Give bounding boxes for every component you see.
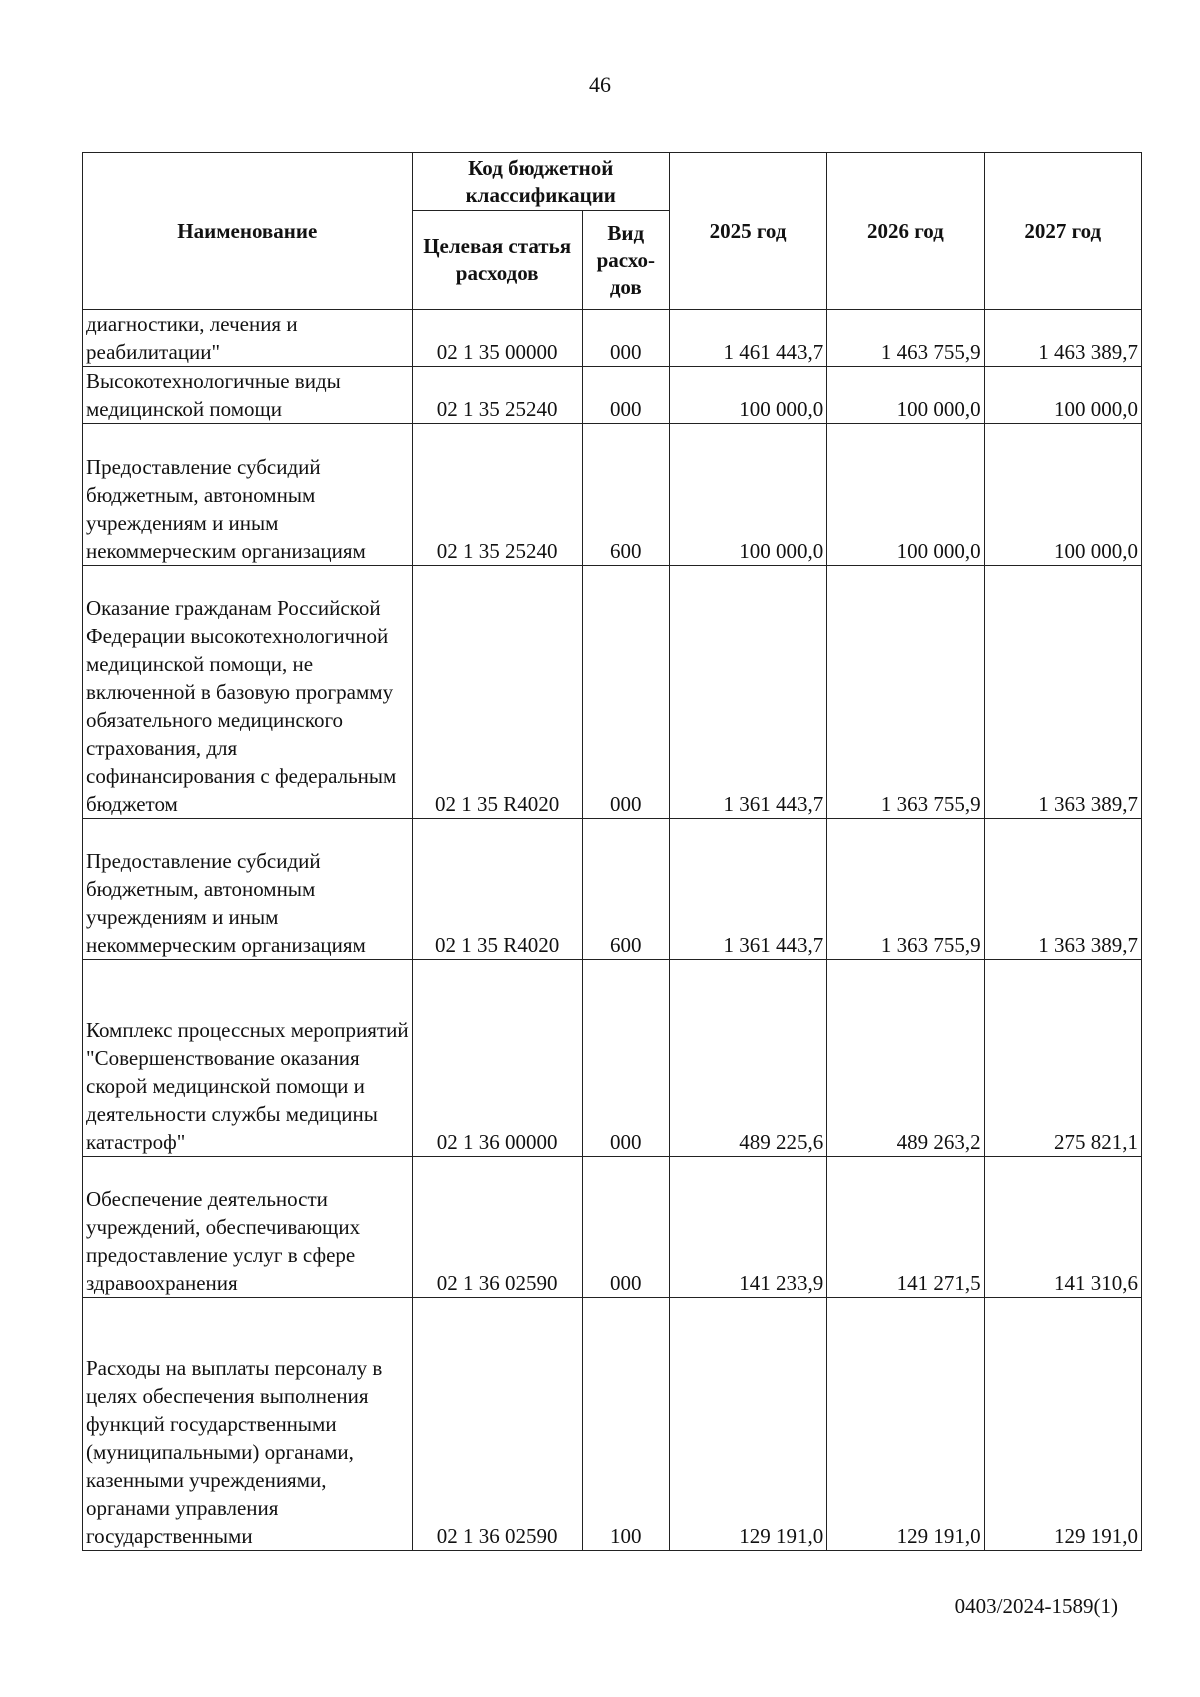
- row-2026: 100 000,0: [827, 367, 984, 424]
- row-name: Комплекс процессных мероприятий "Совершенствование оказания скорой медицинской помощи и деятельности службы медицины катастроф": [83, 960, 413, 1157]
- row-name: Обеспечение деятельности учреждений, обеспечивающих предоставление услуг в сфере здравоохранения: [83, 1157, 413, 1298]
- row-2027: 100 000,0: [984, 424, 1141, 566]
- row-2027: 100 000,0: [984, 367, 1141, 424]
- row-name: Предоставление субсидий бюджетным, автономным учреждениям и иным некоммерческим организациям: [83, 819, 413, 960]
- row-2025: 129 191,0: [669, 1298, 826, 1551]
- table-row: [83, 1298, 1142, 1551]
- row-code: 02 1 36 02590: [412, 1157, 582, 1298]
- row-2025: 1 461 443,7: [669, 310, 826, 367]
- table-row: [83, 566, 1142, 819]
- row-2025: 100 000,0: [669, 367, 826, 424]
- table-row: [83, 310, 1142, 367]
- row-2025: 100 000,0: [669, 424, 826, 566]
- row-2026: 1 463 755,9: [827, 310, 984, 367]
- row-kind: 600: [582, 819, 669, 960]
- row-kind: 000: [582, 960, 669, 1157]
- row-code: 02 1 36 00000: [412, 960, 582, 1157]
- row-2026: 141 271,5: [827, 1157, 984, 1298]
- row-2026: 1 363 755,9: [827, 566, 984, 819]
- row-2025: 1 361 443,7: [669, 819, 826, 960]
- row-2027: 275 821,1: [984, 960, 1141, 1157]
- row-kind: 000: [582, 367, 669, 424]
- table-body: [83, 310, 1142, 1551]
- page-number: 46: [589, 72, 611, 97]
- row-2025: 489 225,6: [669, 960, 826, 1157]
- row-code: 02 1 35 25240: [412, 367, 582, 424]
- row-name: диагностики, лечения и реабилитации": [83, 310, 413, 367]
- row-2026: 1 363 755,9: [827, 819, 984, 960]
- row-2027: 141 310,6: [984, 1157, 1141, 1298]
- header-target-article: Целевая статья расходов: [412, 211, 582, 310]
- row-name: Предоставление субсидий бюджетным, автономным учреждениям и иным некоммерческим организациям: [83, 424, 413, 566]
- header-name: Наименование: [83, 153, 413, 310]
- row-2027: 129 191,0: [984, 1298, 1141, 1551]
- row-2026: 129 191,0: [827, 1298, 984, 1551]
- row-kind: 600: [582, 424, 669, 566]
- table-row: [83, 367, 1142, 424]
- table-row: [83, 424, 1142, 566]
- header-expense-kind: Вид расхо-дов: [582, 211, 669, 310]
- budget-table: [82, 152, 1142, 1551]
- row-2027: 1 363 389,7: [984, 819, 1141, 960]
- row-kind: 000: [582, 1157, 669, 1298]
- row-name: Высокотехнологичные виды медицинской помощи: [83, 367, 413, 424]
- row-code: 02 1 35 R4020: [412, 566, 582, 819]
- header-code-group: Код бюджетной классификации: [412, 153, 669, 211]
- header-2027: 2027 год: [984, 153, 1141, 310]
- document-reference: 0403/2024-1589(1): [954, 1594, 1118, 1618]
- header-2025: 2025 год: [669, 153, 826, 310]
- row-2025: 1 361 443,7: [669, 566, 826, 819]
- row-code: 02 1 36 02590: [412, 1298, 582, 1551]
- table-row: [83, 960, 1142, 1157]
- table-header: [83, 153, 1142, 310]
- row-name: Расходы на выплаты персоналу в целях обеспечения выполнения функций государственными (муниципальными) органами, казенными учреждениями, органами управления государственными: [83, 1298, 413, 1551]
- row-2027: 1 363 389,7: [984, 566, 1141, 819]
- row-code: 02 1 35 25240: [412, 424, 582, 566]
- row-kind: 100: [582, 1298, 669, 1551]
- row-name: Оказание гражданам Российской Федерации высокотехнологичной медицинской помощи, не включенной в базовую программу обязательного медицинского страхования, для софинансирования с федеральным бюджетом: [83, 566, 413, 819]
- table-row: [83, 819, 1142, 960]
- row-code: 02 1 35 R4020: [412, 819, 582, 960]
- row-2027: 1 463 389,7: [984, 310, 1141, 367]
- row-kind: 000: [582, 566, 669, 819]
- table-row: [83, 1157, 1142, 1298]
- row-2026: 489 263,2: [827, 960, 984, 1157]
- row-2026: 100 000,0: [827, 424, 984, 566]
- row-2025: 141 233,9: [669, 1157, 826, 1298]
- row-code: 02 1 35 00000: [412, 310, 582, 367]
- header-2026: 2026 год: [827, 153, 984, 310]
- row-kind: 000: [582, 310, 669, 367]
